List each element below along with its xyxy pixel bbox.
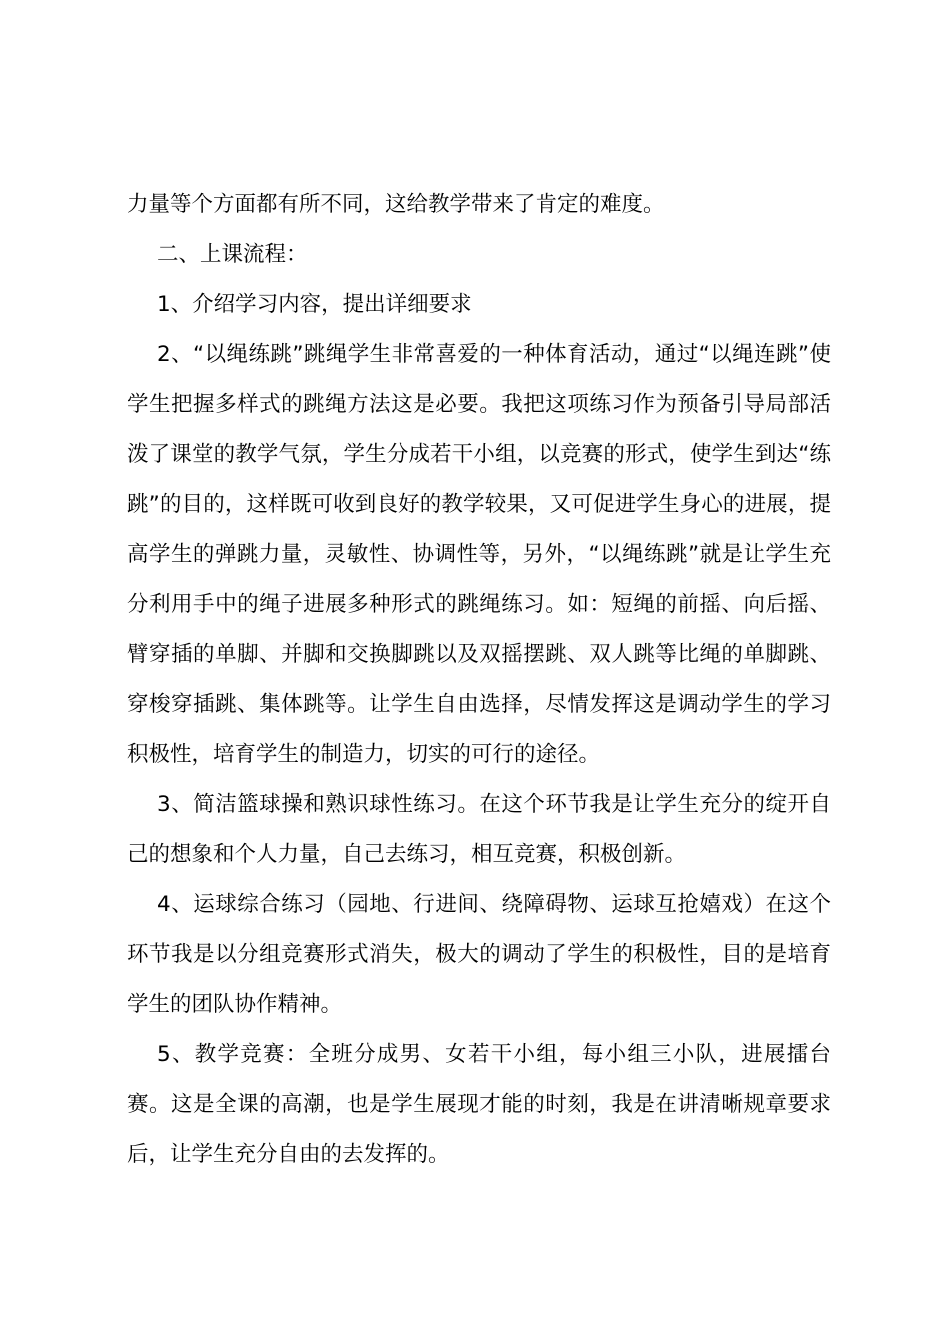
step-4-paragraph: 4、运球综合练习（园地、行进间、绕障碍物、运球互抢嬉戏）在这个环节我是以分组竞赛形式消失，极大的调动了学生的积极性，目的是培育学生的团队协作精神。 [127, 892, 831, 1017]
step-3-paragraph: 3、简洁篮球操和熟识球性练习。在这个环节我是让学生充分的绽开自己的想象和个人力量，自己去练习，相互竞赛，积极创新。 [127, 792, 831, 867]
step-1-paragraph: 1、介绍学习内容，提出详细要求 [157, 292, 472, 317]
paragraph-continuation: 力量等个方面都有所不同，这给教学带来了肯定的难度。 [127, 192, 665, 217]
document-body [127, 180, 831, 1180]
step-2-paragraph: 2、“以绳练跳”跳绳学生非常喜爱的一种体育活动，通过“以绳连跳”使学生把握多样式的跳绳方法这是必要。我把这项练习作为预备引导局部活泼了课堂的教学气氛，学生分成若干小组，以竞赛的形式，使学生到达“练跳”的目的，这样既可收到良好的教学较果，又可促进学生身心的进展，提高学生的弹跳力量，灵敏性、协调性等，另外，“以绳练跳”就是让学生充分利用手中的绳子进展多种形式的跳绳练习。如：短绳的前摇、向后摇、臂穿插的单脚、并脚和交换脚跳以及双摇摆跳、双人跳等比绳的单脚跳、穿梭穿插跳、集体跳等。让学生自由选择，尽情发挥这是调动学生的学习积极性，培育学生的制造力，切实的可行的途径。 [127, 342, 831, 767]
section-heading-class-procedure: 二、上课流程： [157, 242, 308, 267]
step-5-paragraph: 5、教学竞赛：全班分成男、女若干小组，每小组三小队，进展擂台赛。这是全课的高潮，也是学生展现才能的时刻，我是在讲清晰规章要求后，让学生充分自由的去发挥的。 [127, 1042, 831, 1167]
